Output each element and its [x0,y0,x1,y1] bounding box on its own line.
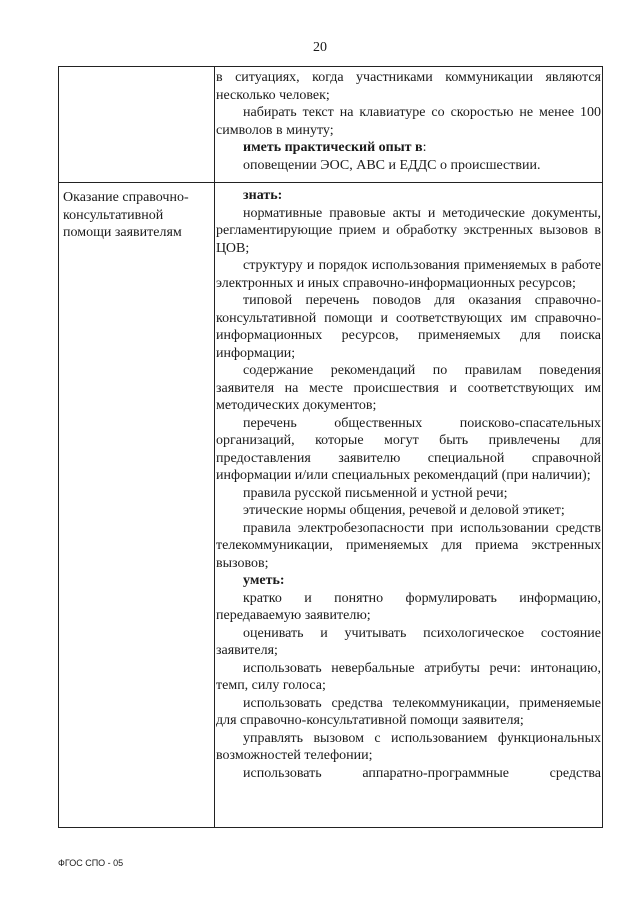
top-row-content [216,69,601,174]
list-item: использовать невербальные атрибуты речи: интонацию, темп, силу голоса; [216,660,601,693]
column-divider [214,67,215,827]
list-item: структуру и порядок использования применяемых в работе электронных и иных справочно-информационных ресурсов; [216,258,601,291]
paragraph: оповещении ЭОС, АВС и ЕДДС о происшествии. [243,157,541,173]
list-item: этические нормы общения, речевой и деловой этикет; [243,503,565,518]
main-row-content [216,187,601,782]
list-item: правила электробезопасности при использовании средств телекоммуникации, применяемых для приема экстренных вызовов; [216,520,601,571]
list-item: управлять вызовом с использованием функциональных возможностей телефонии; [216,730,601,763]
row-divider [59,182,602,183]
list-item: использовать аппаратно-программные средства [243,765,601,781]
experience-heading: иметь практический опыт в: [243,140,427,155]
list-item: нормативные правовые акты и методические документы, регламентирующие прием и обработку экстренных вызовов в ЦОВ; [216,205,601,256]
list-item: кратко и понятно формулировать информацию, передаваемую заявителю; [216,590,601,623]
list-item: содержание рекомендаций по правилам поведения заявителя на месте происшествия и соответствующих им методических документов; [216,363,601,413]
paragraph: набирать текст на клавиатуре со скоростью не менее 100 символов в минуту; [216,105,601,138]
list-item: типовой перечень поводов для оказания справочно-консультативной помощи и соответствующих им справочно-информационных ресурсов, применяемых для поиска информации; [216,293,601,361]
activity-name: Оказание справочно-консультативной помощи заявителям [63,190,189,240]
footer-code: ФГОС СПО - 05 [58,858,124,868]
know-heading: знать: [243,188,283,203]
can-heading: уметь: [243,573,285,588]
page-number: 20 [313,40,327,55]
list-item: оценивать и учитывать психологическое состояние заявителя; [216,625,601,658]
paragraph: в ситуациях, когда участниками коммуникации являются несколько человек; [216,70,601,103]
list-item: перечень общественных поисково-спасательных организаций, которые могут быть привлечены для предоставления заявителю специальной справочной информации и/или специальных рекомендаций (при наличии); [216,415,601,483]
list-item: правила русской письменной и устной речи; [243,485,508,501]
list-item: использовать средства телекоммуникации, применяемые для справочно-консультативной помощи заявителя; [216,695,601,728]
competency-table [58,66,603,828]
